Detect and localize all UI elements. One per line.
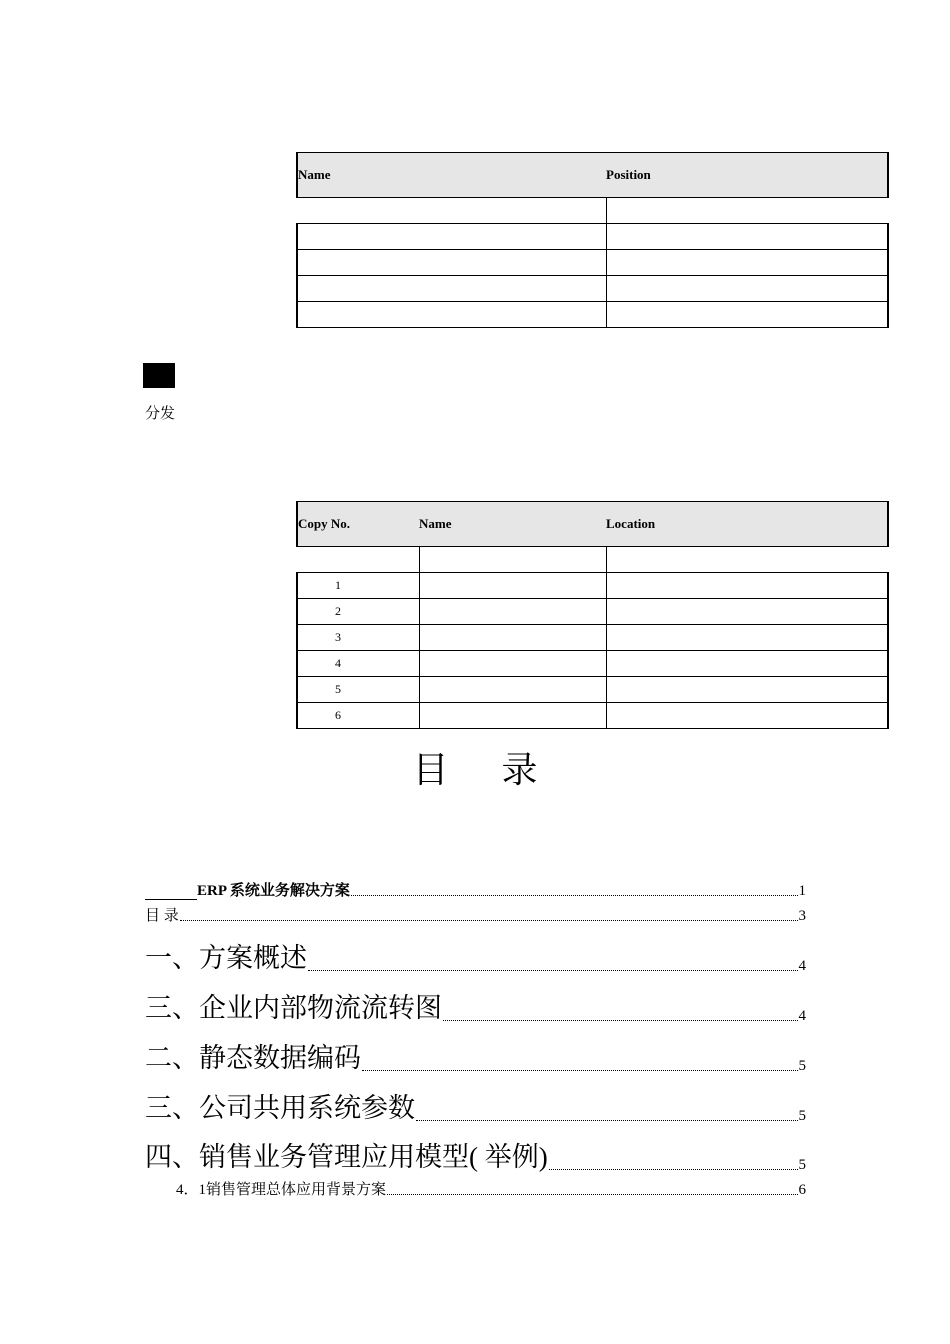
toc-page-number: 3 (798, 908, 806, 924)
location-cell[interactable] (606, 651, 888, 677)
position-cell[interactable] (606, 224, 888, 250)
distribution-label: 分发 (145, 406, 176, 422)
header-location: Location (606, 502, 888, 547)
distribution-table (296, 501, 889, 729)
location-cell[interactable] (606, 677, 888, 703)
distribution-table-header (297, 502, 888, 547)
toc-entry[interactable] (145, 904, 806, 925)
header-position: Position (606, 153, 888, 198)
header-name: Name (419, 502, 606, 547)
toc-leader-dots (308, 970, 798, 971)
toc-entry[interactable] (145, 879, 806, 900)
table-row (297, 302, 888, 328)
copy-number: 6 (297, 703, 419, 729)
approval-table-header (297, 153, 888, 198)
header-copy-no: Copy No. (297, 502, 419, 547)
redacted-block (143, 363, 175, 388)
toc-entry-label: 四、销售业务管理应用模型( 举例) (145, 1142, 548, 1172)
copy-number: 1 (297, 573, 419, 599)
table-row (297, 573, 888, 599)
copy-number: 4 (297, 651, 419, 677)
toc-entry-label: 目 录 (145, 908, 179, 924)
toc-entry-label: 二、静态数据编码 (145, 1043, 361, 1073)
copy-number: 2 (297, 599, 419, 625)
toc-leader-dots (180, 920, 798, 921)
location-cell[interactable] (606, 703, 888, 729)
approval-table (296, 152, 889, 328)
name-cell[interactable] (419, 599, 606, 625)
toc-entry-label: 三、企业内部物流流转图 (145, 993, 442, 1023)
location-cell[interactable] (606, 599, 888, 625)
table-row (297, 250, 888, 276)
toc-page-number: 4 (798, 1008, 806, 1024)
toc-page-number: 4 (798, 958, 806, 974)
position-cell[interactable] (606, 276, 888, 302)
toc-entry-label: 三、公司共用系统参数 (145, 1093, 415, 1123)
toc-leader-dots (351, 895, 798, 896)
toc-entry[interactable] (145, 1036, 806, 1075)
toc-entry[interactable] (145, 1135, 806, 1174)
table-row (297, 677, 888, 703)
name-cell[interactable] (419, 677, 606, 703)
copy-number: 3 (297, 625, 419, 651)
toc-page-number: 5 (798, 1108, 806, 1124)
name-cell[interactable] (419, 625, 606, 651)
underline-blank (145, 885, 197, 900)
toc-entry[interactable] (145, 936, 806, 975)
table-row (297, 703, 888, 729)
toc-leader-dots (416, 1120, 798, 1121)
table-row (297, 651, 888, 677)
name-cell[interactable] (297, 250, 606, 276)
toc-page-number: 5 (798, 1157, 806, 1173)
toc-leader-dots (387, 1194, 797, 1195)
table-row (297, 625, 888, 651)
position-cell[interactable] (606, 250, 888, 276)
table-row (297, 276, 888, 302)
position-cell[interactable] (606, 302, 888, 328)
name-cell[interactable] (419, 703, 606, 729)
header-name: Name (297, 153, 606, 198)
toc-entry[interactable] (145, 1086, 806, 1125)
toc-entry[interactable] (176, 1178, 806, 1199)
copy-number: 5 (297, 677, 419, 703)
name-cell[interactable] (419, 573, 606, 599)
toc-entry-label: 一、方案概述 (145, 943, 307, 973)
toc-entry-label: ERP 系统业务解决方案 (197, 883, 350, 899)
name-cell[interactable] (419, 651, 606, 677)
toc-page-number: 5 (798, 1058, 806, 1074)
table-row (297, 224, 888, 250)
toc-leader-dots (549, 1169, 798, 1170)
table-row (297, 599, 888, 625)
location-cell[interactable] (606, 573, 888, 599)
name-cell[interactable] (297, 276, 606, 302)
name-cell[interactable] (297, 224, 606, 250)
toc-entry-label: 4．1销售管理总体应用背景方案 (176, 1182, 387, 1198)
toc-page-number: 1 (798, 883, 806, 899)
toc-leader-dots (443, 1020, 798, 1021)
location-cell[interactable] (606, 625, 888, 651)
toc-title: 目 录 (412, 750, 560, 790)
toc-leader-dots (362, 1070, 798, 1071)
toc-entry[interactable] (145, 986, 806, 1025)
toc-page-number: 6 (798, 1182, 806, 1198)
name-cell[interactable] (297, 302, 606, 328)
